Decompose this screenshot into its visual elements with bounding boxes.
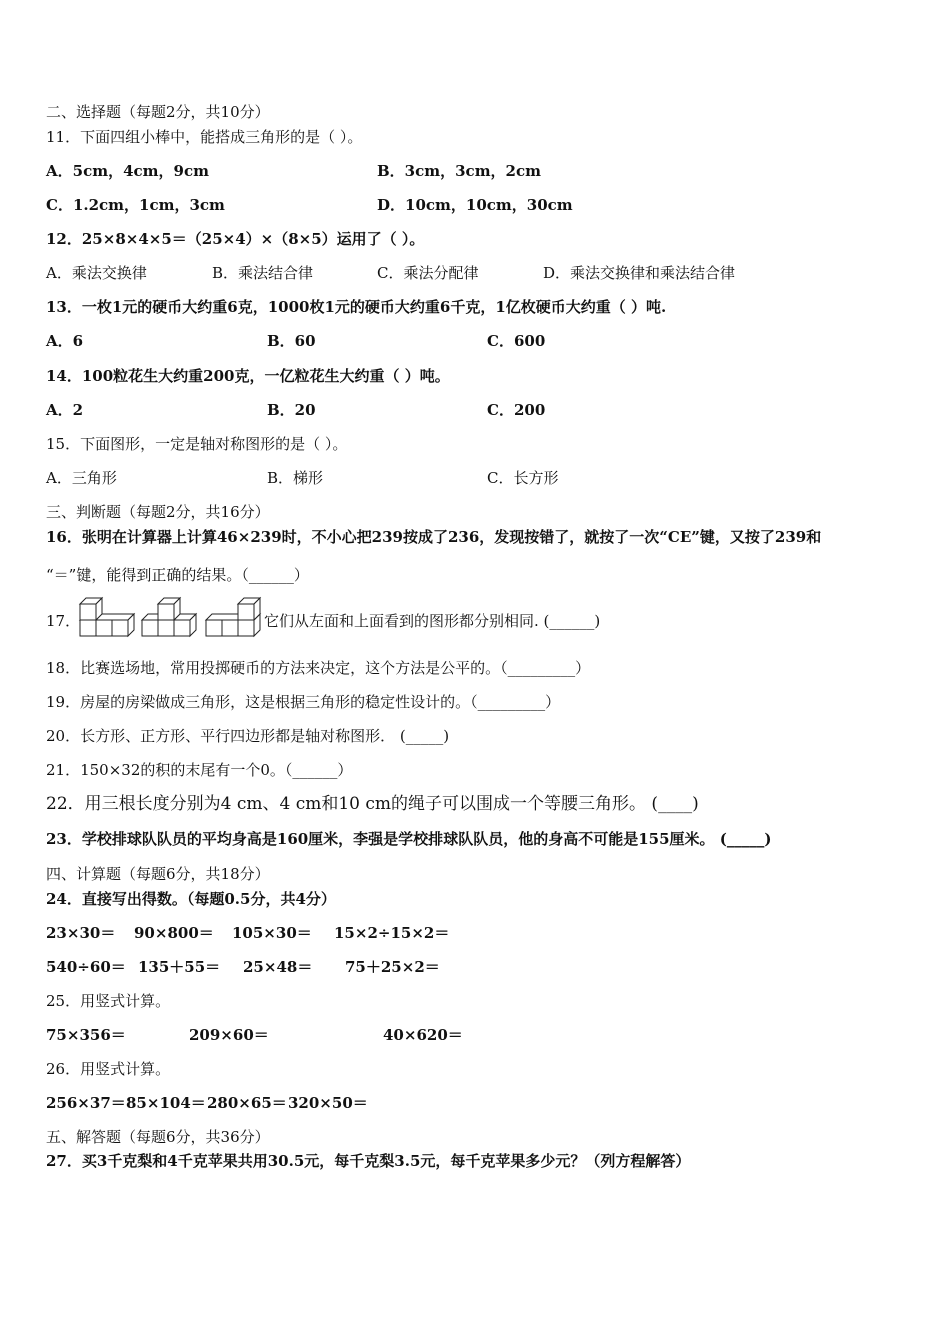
q26-stem: 26．用竖式计算。 <box>46 1060 171 1078</box>
q25-stem: 25．用竖式计算。 <box>46 992 171 1010</box>
section-5-title: 五、解答题（每题6分，共36分） <box>46 1128 270 1146</box>
q13-stem: 13．一枚1元的硬币大约重6克，1000枚1元的硬币大约重6千克，1亿枚硬币大约重（ ）吨. <box>46 298 667 316</box>
section-4-title: 四、计算题（每题6分，共18分） <box>46 865 270 883</box>
q25-item-2: 209×60＝ <box>189 1026 269 1044</box>
q24-item-8: 75＋25×2＝ <box>345 958 440 976</box>
q24-stem: 24．直接写出得数。（每题0.5分，共4分） <box>46 890 336 908</box>
q24-item-1: 23×30＝ <box>46 924 116 942</box>
cube-figure-3 <box>206 598 260 636</box>
q12-option-d[interactable]: D．乘法交换律和乘法结合律 <box>543 264 736 282</box>
q14-option-b[interactable]: B．20 <box>267 401 316 419</box>
cube-figure-1 <box>80 598 134 636</box>
section-3-title: 三、判断题（每题2分，共16分） <box>46 503 270 521</box>
q16-line-1: 16．张明在计算器上计算46×239时，不小心把239按成了236，发现按错了，就按了一次“CE”键，又按了239和 <box>46 528 822 546</box>
q26-item-4: 320×50＝ <box>288 1094 368 1112</box>
q19: 19．房屋的房梁做成三角形，这是根据三角形的稳定性设计的。（_________） <box>46 693 561 711</box>
q13-option-b[interactable]: B．60 <box>267 332 316 350</box>
q17-number: 17． <box>46 612 81 630</box>
q11-stem: 11．下面四组小棒中，能搭成三角形的是（ ）。 <box>46 128 363 146</box>
q11-option-d[interactable]: D．10cm，10cm，30cm <box>377 196 573 214</box>
q25-item-3: 40×620＝ <box>383 1026 463 1044</box>
q18: 18．比赛选场地，常用投掷硬币的方法来决定，这个方法是公平的。（_________） <box>46 659 591 677</box>
q24-item-2: 90×800＝ <box>134 924 214 942</box>
q24-item-4: 15×2÷15×2＝ <box>334 924 450 942</box>
q14-stem: 14．100粒花生大约重200克，一亿粒花生大约重（ ）吨。 <box>46 367 450 385</box>
q12-option-c[interactable]: C．乘法分配律 <box>377 264 479 282</box>
q24-item-5: 540÷60＝ <box>46 958 126 976</box>
q26-item-1: 256×37＝ <box>46 1094 126 1112</box>
q15-option-c[interactable]: C．长方形 <box>487 469 559 487</box>
q22: 22．用三根长度分别为4 cm、4 cm和10 cm的绳子可以围成一个等腰三角形。 (____) <box>46 794 699 814</box>
q11-option-c[interactable]: C．1.2cm，1cm，3cm <box>46 196 225 214</box>
q16-line-2: “＝”键，能得到正确的结果。（______） <box>46 566 309 584</box>
q11-option-b[interactable]: B．3cm，3cm，2cm <box>377 162 542 180</box>
q21: 21．150×32的积的末尾有一个0。（______） <box>46 761 353 779</box>
q12-option-b[interactable]: B．乘法结合律 <box>212 264 314 282</box>
q15-option-a[interactable]: A．三角形 <box>46 469 117 487</box>
q24-item-3: 105×30＝ <box>232 924 312 942</box>
q17-text: 它们从左面和上面看到的图形都分别相同. (______) <box>264 612 601 630</box>
section-2-title: 二、选择题（每题2分，共10分） <box>46 103 270 121</box>
q11-option-a[interactable]: A．5cm，4cm，9cm <box>46 162 209 180</box>
q26-item-3: 280×65＝ <box>207 1094 287 1112</box>
q12-stem: 12．25×8×4×5＝（25×4）×（8×5）运用了（ ）。 <box>46 230 425 248</box>
q13-option-a[interactable]: A．6 <box>46 332 84 350</box>
q26-item-2: 85×104＝ <box>126 1094 206 1112</box>
cube-figure-2 <box>142 598 196 636</box>
q12-option-a[interactable]: A．乘法交换律 <box>46 264 147 282</box>
q25-item-1: 75×356＝ <box>46 1026 126 1044</box>
q20: 20．长方形、正方形、平行四边形都是轴对称图形． (_____) <box>46 727 450 745</box>
q23: 23．学校排球队队员的平均身高是160厘米，李强是学校排球队队员，他的身高不可能是155厘米。 (_____) <box>46 830 772 848</box>
q14-option-a[interactable]: A．2 <box>46 401 84 419</box>
q15-stem: 15．下面图形，一定是轴对称图形的是（ ）。 <box>46 435 348 453</box>
q14-option-c[interactable]: C．200 <box>487 401 546 419</box>
q27: 27．买3千克梨和4千克苹果共用30.5元，每千克梨3.5元，每千克苹果多少元？（列方程解答） <box>46 1152 691 1170</box>
q17-cube-figures <box>76 596 264 640</box>
q24-item-7: 25×48＝ <box>243 958 313 976</box>
q24-item-6: 135＋55＝ <box>138 958 221 976</box>
q13-option-c[interactable]: C．600 <box>487 332 546 350</box>
q15-option-b[interactable]: B．梯形 <box>267 469 324 487</box>
